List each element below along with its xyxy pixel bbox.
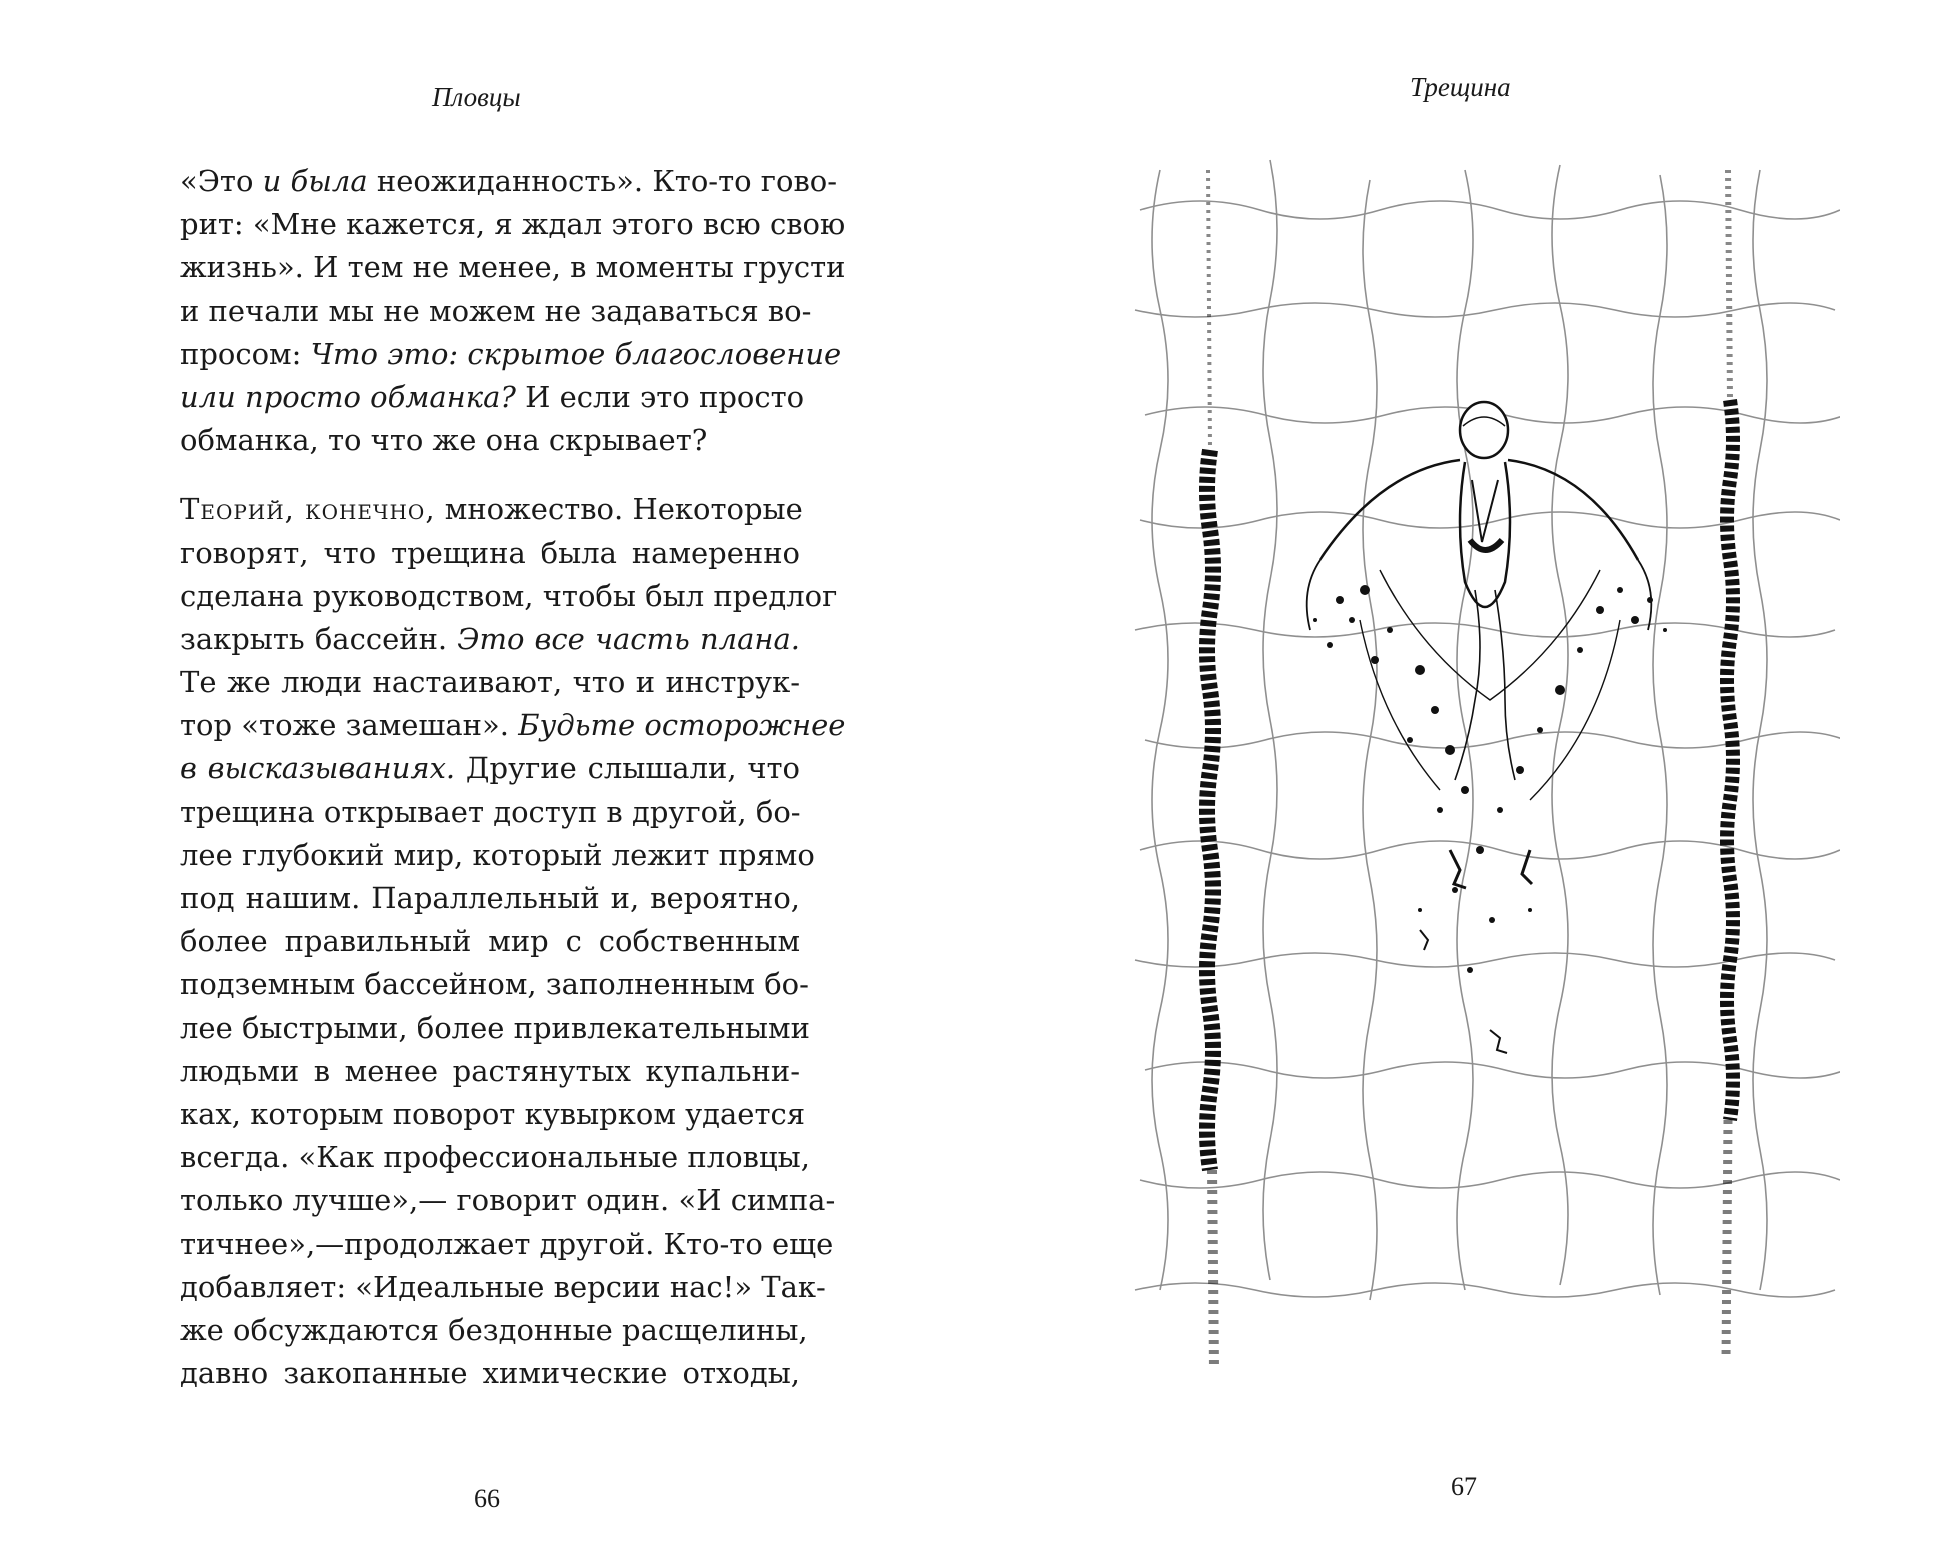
paragraph-1	[180, 160, 846, 462]
text-line: закрыть бассейн. Это все часть плана.	[180, 621, 800, 656]
splash	[1313, 585, 1667, 1053]
text-line: сделана руководством, чтобы был предлог	[180, 578, 838, 613]
text-line: тор «тоже замешан». Будьте осторожнее	[180, 708, 846, 743]
text-line: лее глубокий мир, который лежит прямо	[180, 837, 815, 872]
lane-rope-right	[1726, 170, 1733, 1360]
running-head-left: Пловцы	[432, 82, 521, 112]
water-grid	[1135, 160, 1840, 1300]
text-line: добавляет: «Идеальные версии нас!» Так-	[180, 1269, 826, 1304]
page-number-left: 66	[474, 1484, 500, 1513]
text-line: рит: «Мне кажется, я ждал этого всю свою	[180, 207, 846, 242]
text-line: Те же люди настаивают, что и инструк-	[180, 665, 800, 700]
swimmer-in-pool-lane-icon	[1120, 150, 1840, 1390]
text-line: лее быстрыми, более привлекательными	[180, 1010, 810, 1045]
text-line: Теорий, конечно, множество. Некоторые	[180, 492, 803, 527]
body-text	[180, 160, 846, 1395]
paragraph-2	[180, 488, 846, 1395]
text-line: более правильный мир с собственным	[180, 924, 800, 959]
text-line: под нашим. Параллельный и, вероятно,	[180, 881, 800, 915]
text-line: давно закопанные химические отходы,	[180, 1356, 800, 1391]
swimmer	[1307, 402, 1652, 800]
text-line: просом: Что это: скрытое благословение	[180, 336, 842, 371]
text-line: подземным бассейном, заполненным бо-	[180, 967, 809, 1002]
text-line: тичнее»,—продолжает другой. Кто-то еще	[180, 1226, 834, 1261]
text-line: всегда. «Как профессиональные пловцы,	[180, 1140, 810, 1175]
text-line: ках, которым поворот кувырком удается	[180, 1096, 806, 1131]
text-line: говорят, что трещина была намеренно	[180, 535, 800, 570]
text-line: жизнь». И тем не менее, в моменты грусти	[180, 250, 846, 285]
lane-rope-left	[1207, 170, 1214, 1370]
text-line: и печали мы не можем не задаваться во-	[180, 293, 812, 328]
running-head-right: Трещина	[1410, 72, 1511, 102]
text-line: или просто обманка? И если это просто	[180, 379, 805, 414]
text-line: обманка, то что же она скрывает?	[180, 423, 708, 458]
text-line: людьми в менее растянутых купальни-	[180, 1053, 800, 1088]
text-line: же обсуждаются бездонные расщелины,	[180, 1312, 808, 1347]
text-line: трещина открывает доступ в другой, бо-	[180, 794, 801, 829]
text-line: в высказываниях. Другие слышали, что	[180, 751, 800, 786]
text-line: только лучше»,— говорит один. «И симпа-	[180, 1183, 836, 1218]
text-line: «Это и была неожиданность». Кто-то гово-	[180, 164, 838, 198]
page-number-right: 67	[1451, 1472, 1477, 1501]
